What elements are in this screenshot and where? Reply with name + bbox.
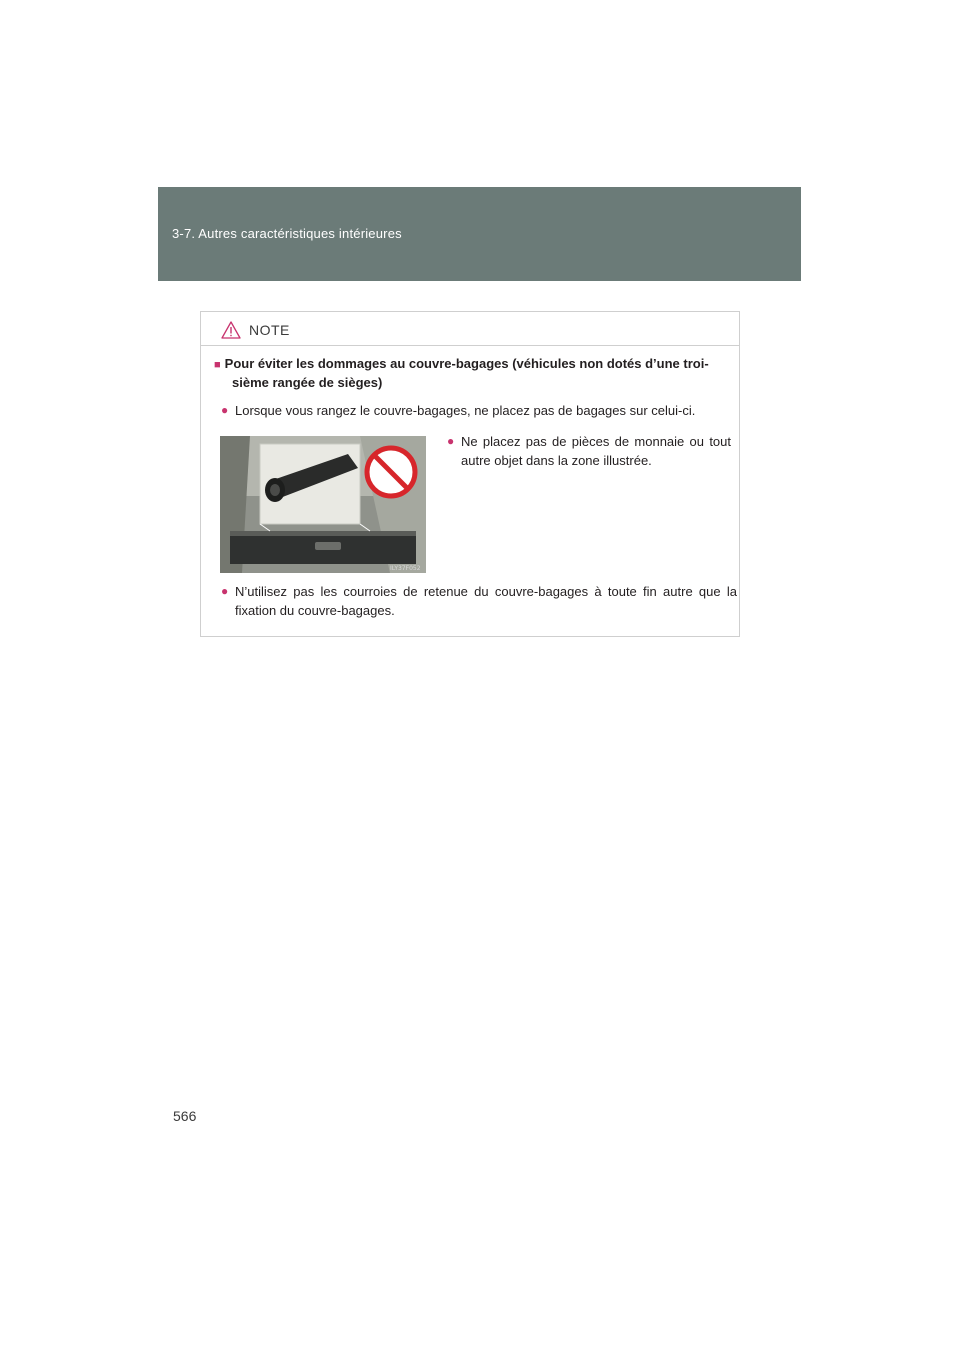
bullet-item	[221, 582, 737, 620]
heading-line1: Pour éviter les dommages au couvre-bagages (véhicules non dotés d’une troi-	[224, 356, 709, 371]
note-header	[221, 316, 290, 344]
bullet-dot-icon: ●	[221, 584, 229, 598]
bullet-text: Lorsque vous rangez le couvre-bagages, ne placez pas de bagages sur celui-ci.	[235, 403, 696, 418]
note-label: NOTE	[249, 322, 290, 338]
heading-line2: sième rangée de sièges)	[232, 375, 383, 390]
note-box	[200, 311, 740, 637]
page-number: 566	[173, 1108, 197, 1124]
bullet-dot-icon: ●	[221, 403, 229, 417]
warning-triangle-icon	[221, 321, 241, 339]
note-divider	[201, 345, 739, 346]
bullet-item	[447, 432, 731, 470]
bullet-dot-icon: ●	[447, 434, 455, 448]
bullet-text: Ne placez pas de pièces de monnaie ou tout autre objet dans la zone illustrée.	[461, 434, 731, 468]
section-title: 3-7. Autres caractéristiques intérieures	[172, 226, 402, 241]
bullet-item	[221, 401, 737, 420]
bullet-text: N’utilisez pas les courroies de retenue du couvre-bagages à toute fin autre que la fixation du couvre-bagages.	[235, 584, 737, 618]
square-bullet-icon: ■	[214, 359, 221, 371]
cargo-cover-photo	[220, 436, 426, 573]
note-heading	[214, 355, 736, 392]
image-code: ILY37F052	[390, 565, 421, 572]
